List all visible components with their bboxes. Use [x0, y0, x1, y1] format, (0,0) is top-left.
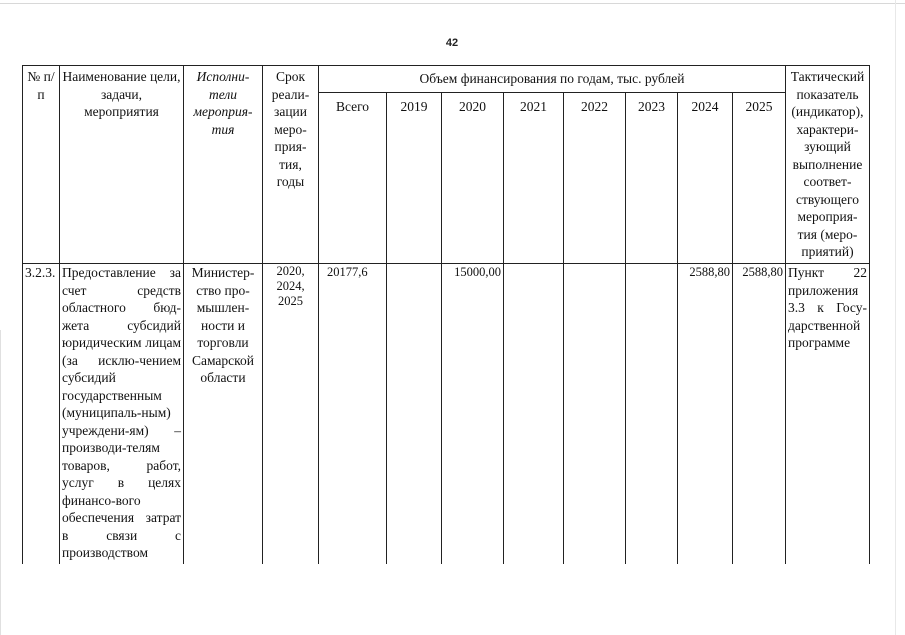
header-indicator: Тактический показатель (индикатор), характери-зующий выполнение соответ-ствующего мероприя-тия (меро-приятий) — [786, 66, 870, 264]
cell-2023 — [626, 264, 678, 564]
header-year-2025: 2025 — [733, 93, 786, 264]
cell-2024: 2588,80 — [678, 264, 733, 564]
cell-num: 3.2.3. — [23, 264, 60, 564]
header-year-2023: 2023 — [626, 93, 678, 264]
header-name: Наименование цели, задачи, мероприятия — [60, 66, 184, 264]
cell-executor: Министер-ство про-мышлен-ности и торговли Самарской области — [184, 264, 263, 564]
header-total: Всего — [319, 93, 387, 264]
table-row — [23, 264, 870, 564]
header-year-2022: 2022 — [564, 93, 626, 264]
header-num: № п/п — [23, 66, 60, 264]
page-right-edge — [895, 0, 896, 635]
header-year-2021: 2021 — [504, 93, 564, 264]
header-term: Срок реали-зации меро-прия-тия, годы — [263, 66, 319, 264]
header-executor: Исполни-тели мероприя-тия — [184, 66, 263, 264]
cell-indicator: Пункт 22 приложения 3.3 к Госу-дарственной программе — [786, 264, 870, 564]
cell-2020: 15000,00 — [442, 264, 504, 564]
header-year-2020: 2020 — [442, 93, 504, 264]
cell-name: Предоставление за счет средств областного бюд-жета субсидий юридическим лицам (за исклю-чением субсидий государственным (муниципаль-ным) учреждени-ям) – производи-телям товаров, работ, услуг в целях финансо-вого обеспечения затрат в связи с производством — [60, 264, 184, 564]
header-year-2024: 2024 — [678, 93, 733, 264]
header-year-2019: 2019 — [387, 93, 442, 264]
cell-2025: 2588,80 — [733, 264, 786, 564]
cell-2022 — [564, 264, 626, 564]
financing-table — [22, 65, 870, 564]
header-row-top — [23, 66, 870, 93]
cell-2021 — [504, 264, 564, 564]
page-number: 42 — [445, 37, 459, 49]
cell-2019 — [387, 264, 442, 564]
page-top-edge — [0, 3, 905, 4]
cell-total: 20177,6 — [319, 264, 387, 564]
cell-term: 2020, 2024, 2025 — [263, 264, 319, 564]
page-left-edge — [0, 330, 1, 635]
header-funding-group: Объем финансирования по годам, тыс. рублей — [319, 66, 786, 93]
